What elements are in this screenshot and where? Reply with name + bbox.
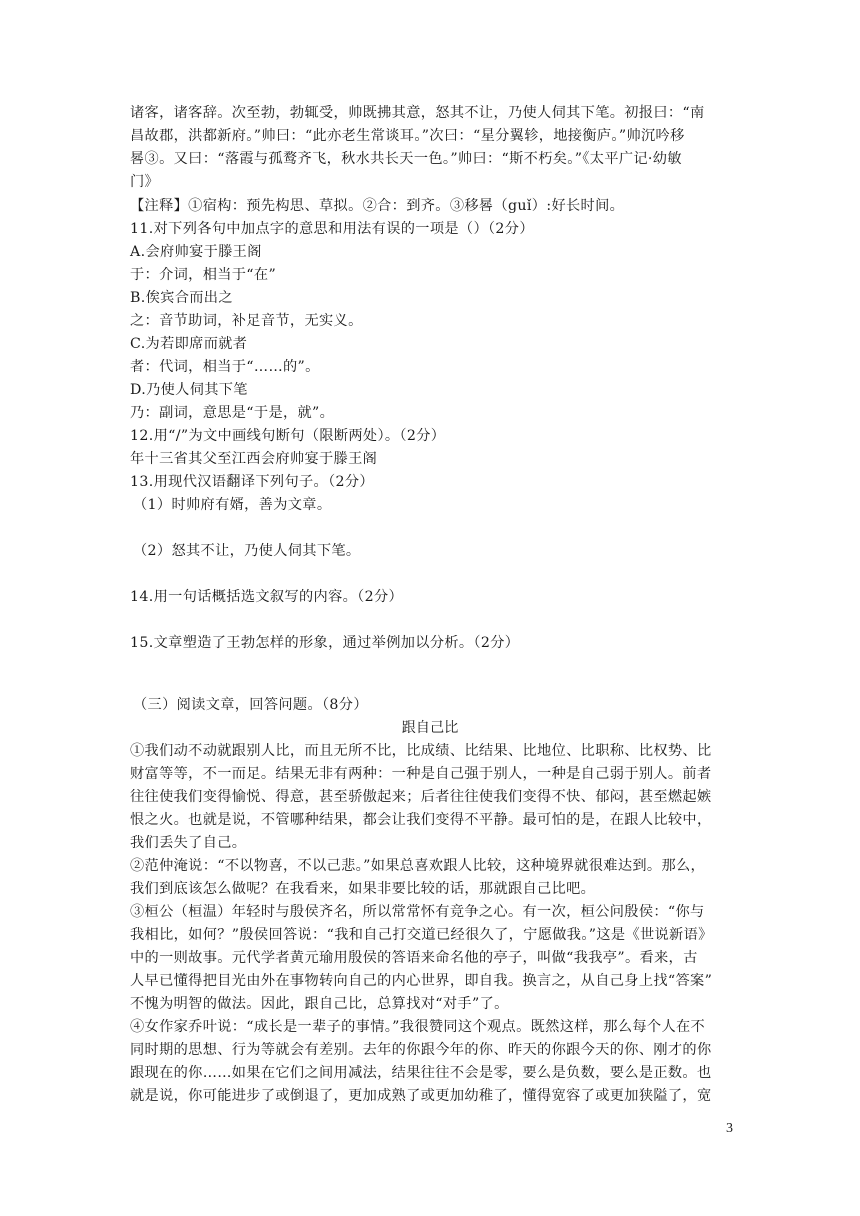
essay-line: ①我们动不动就跟别人比，而且无所不比，比成绩、比结果、比地位、比职称、比权势、比	[130, 743, 712, 759]
annotation-line: 【注释】①宿构：预先构思、草拟。②合：到齐。③移晷（guǐ）:好长时间。	[130, 198, 625, 214]
essay-line: 就是说，你可能进步了或倒退了，更加成熟了或更加幼稚了，懂得宽容了或更加狭隘了，宽	[130, 1088, 712, 1104]
essay-line: 跟现在的你……如果在它们之间用减法，结果往往不会是零，要么是负数，要么是正数。也	[130, 1065, 712, 1081]
text-line: 门》	[130, 174, 160, 190]
essay-line: 同时期的思想、行为等就会有差别。去年的你跟今年的你、昨天的你跟今天的你、刚才的你	[130, 1042, 712, 1058]
option-a-explanation: 于：介词，相当于“在”	[130, 267, 277, 283]
question-11: 11.对下列各句中加点字的意思和用法有误的一项是（）（2分）	[130, 221, 534, 237]
option-b-explanation: 之：音节助词，补足音节，无实义。	[130, 313, 363, 329]
essay-title: 跟自己比	[401, 720, 459, 736]
question-13: 13.用现代汉语翻译下列句子。（2分）	[130, 474, 374, 490]
question-15: 15.文章塑造了王勃怎样的形象，通过举例加以分析。（2分）	[130, 635, 520, 651]
option-c: C.为若即席而就者	[130, 336, 248, 352]
essay-line: 中的一则故事。元代学者黄元瑜用殷侯的答语来命名他的亭子，叫做“我我亭”。看来，古	[130, 950, 698, 966]
question-13-item-2: （2）怒其不让，乃使人伺其下笔。	[133, 543, 361, 559]
page-number: 3	[726, 1121, 733, 1136]
essay-line: 我相比，如何？”殷侯回答说：“我和自己打交道已经很久了，宁愿做我。”这是《世说新语》	[130, 927, 713, 943]
essay-line: 财富等等，不一而足。结果无非有两种：一种是自己强于别人，一种是自己弱于别人。前者	[130, 766, 712, 782]
essay-line: 我们到底该怎么做呢？在我看来，如果非要比较的话，那就跟自己比吧。	[130, 881, 596, 897]
section-three-heading: （三）阅读文章，回答问题。（8分）	[133, 697, 368, 713]
text-line: 晷③。又曰：“落霞与孤鹜齐飞，秋水共长天一色。”帅曰：“斯不朽矣。”《太平广记·幼敏	[130, 151, 682, 167]
essay-line: ③桓公（桓温）年轻时与殷侯齐名，所以常常怀有竞争之心。有一次，桓公问殷侯：“你与	[130, 904, 705, 920]
text-line: 诸客，诸客辞。次至勃，勃辄受，帅既拂其意，怒其不让，乃使人伺其下笔。初报曰：“南	[130, 105, 705, 121]
essay-line: 恨之火。也就是说，不管哪种结果，都会让我们变得不平静。最可怕的是，在跟人比较中，	[130, 812, 712, 828]
essay-line: 往往使我们变得愉悦、得意，甚至骄傲起来；后者往往使我们变得不快、郁闷，甚至燃起嫉	[130, 789, 712, 805]
essay-line: ④女作家乔叶说：“成长是一辈子的事情。”我很赞同这个观点。既然这样，那么每个人在不	[130, 1019, 706, 1035]
text-line: 昌故郡，洪都新府。”帅曰：“此亦老生常谈耳。”次曰：“星分翼轸，地接衡庐。”帅沉吟移	[130, 128, 685, 144]
question-14: 14.用一句话概括选文叙写的内容。（2分）	[130, 589, 404, 605]
essay-line: 人早已懂得把目光由外在事物转向自己的内心世界，即自我。换言之，从自己身上找“答案”	[130, 973, 713, 989]
option-a: A.会府帅宴于滕王阁	[130, 244, 262, 260]
option-c-explanation: 者：代词，相当于“……的”。	[130, 359, 320, 375]
option-b: B.俟宾合而出之	[130, 290, 233, 306]
option-d: D.乃使人伺其下笔	[130, 382, 248, 398]
essay-line: 我们丢失了自己。	[130, 835, 247, 851]
essay-line: ②范仲淹说：“不以物喜，不以己悲。”如果总喜欢跟人比较，这种境界就很难达到。那么，	[130, 858, 706, 874]
option-d-explanation: 乃：副词，意思是“于是，就”。	[130, 405, 335, 421]
question-12-sentence: 年十三省其父至江西会府帅宴于滕王阁	[130, 451, 378, 467]
essay-line: 不愧为明智的做法。因此，跟自己比，总算找对“对手”了。	[130, 996, 509, 1012]
question-13-item-1: （1）时帅府有婿，善为文章。	[133, 497, 332, 513]
question-12: 12.用“/”为文中画线句断句（限断两处）。（2分）	[130, 428, 446, 444]
